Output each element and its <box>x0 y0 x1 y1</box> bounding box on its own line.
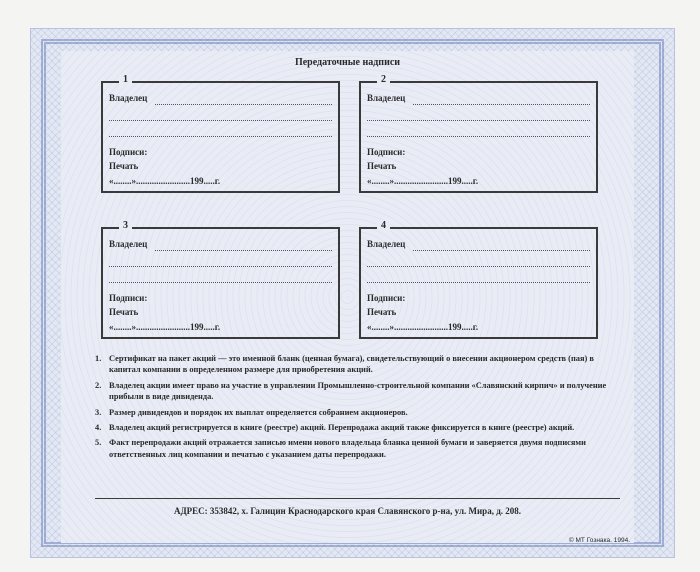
rule-item <box>95 437 620 460</box>
stamp-label: Печать <box>109 161 139 171</box>
box-number: 4 <box>377 220 390 231</box>
rule-number: 3. <box>95 407 102 417</box>
owner-label: Владелец <box>367 93 406 103</box>
owner-line <box>155 103 332 105</box>
company-address: АДРЕС: 353842, х. Галицин Краснодарского края Славянского р-на, ул. Мира, д. 208. <box>173 506 521 516</box>
owner-label: Владелец <box>109 93 148 103</box>
owner-label: Владелец <box>109 239 148 249</box>
owner-line <box>109 265 332 267</box>
address-divider <box>95 498 620 499</box>
signatures-label: Подписи: <box>367 293 406 303</box>
rule-text: Размер дивидендов и порядок их выплат определяется собранием акционеров. <box>109 407 408 417</box>
box-number: 1 <box>119 74 132 85</box>
stamp-label: Печать <box>109 307 139 317</box>
page-title: Передаточные надписи <box>294 57 401 68</box>
certificate-back <box>30 28 675 558</box>
owner-line <box>413 249 590 251</box>
rules-list <box>95 353 620 464</box>
document-field <box>61 51 634 543</box>
transfer-box-2 <box>359 74 598 193</box>
rule-item <box>95 353 620 376</box>
stamp-label: Печать <box>367 307 397 317</box>
date-line: «........»........................199.....г. <box>109 322 221 332</box>
date-line: «........»........................199.....г. <box>109 176 221 186</box>
rule-text: Владелец акций регистрируется в книге (реестре) акций. Перепродажа акций также фиксируется в книге (реестре) акций. <box>109 423 575 433</box>
rule-item <box>95 422 620 433</box>
signatures-label: Подписи: <box>109 147 148 157</box>
signatures-label: Подписи: <box>109 293 148 303</box>
rule-text: Сертификат на пакет акций — это именной бланк (ценная бумага), свидетельствующий о внесении акционером средств (пая) в капитал компании в определенном размере для приобретения акций. <box>109 354 594 375</box>
printer-copyright: © МТ Гознака. 1994. <box>568 537 630 544</box>
owner-line <box>413 103 590 105</box>
transfer-box-4 <box>359 220 598 339</box>
owner-line <box>109 281 332 283</box>
date-line: «........»........................199.....г. <box>367 176 479 186</box>
rule-number: 4. <box>95 423 102 433</box>
rule-item <box>95 407 620 418</box>
rule-text: Владелец акции имеет право на участие в управлении Промышленно-строительной компании «Славянский кирпич» и получение прибыли в виде дивиденда. <box>109 380 607 402</box>
owner-label: Владелец <box>367 239 406 249</box>
box-number: 2 <box>377 74 390 85</box>
owner-line <box>367 135 590 137</box>
rule-text: Факт перепродажи акций отражается записью имени нового владельца бланка ценной бумаги и заверяется двумя подписями ответственных лиц компании и печатью с указанием даты перепродажи. <box>109 438 586 459</box>
rule-item <box>95 380 620 403</box>
transfer-box-1 <box>101 74 340 193</box>
rule-number: 5. <box>95 438 102 448</box>
date-line: «........»........................199.....г. <box>367 322 479 332</box>
owner-line <box>367 281 590 283</box>
owner-line <box>367 119 590 121</box>
signatures-label: Подписи: <box>367 147 406 157</box>
stamp-label: Печать <box>367 161 397 171</box>
rule-number: 2. <box>95 380 102 390</box>
owner-line <box>155 249 332 251</box>
box-number: 3 <box>119 220 132 231</box>
owner-line <box>367 265 590 267</box>
rule-number: 1. <box>95 354 102 363</box>
owner-line <box>109 119 332 121</box>
transfer-box-3 <box>101 220 340 339</box>
owner-line <box>109 135 332 137</box>
